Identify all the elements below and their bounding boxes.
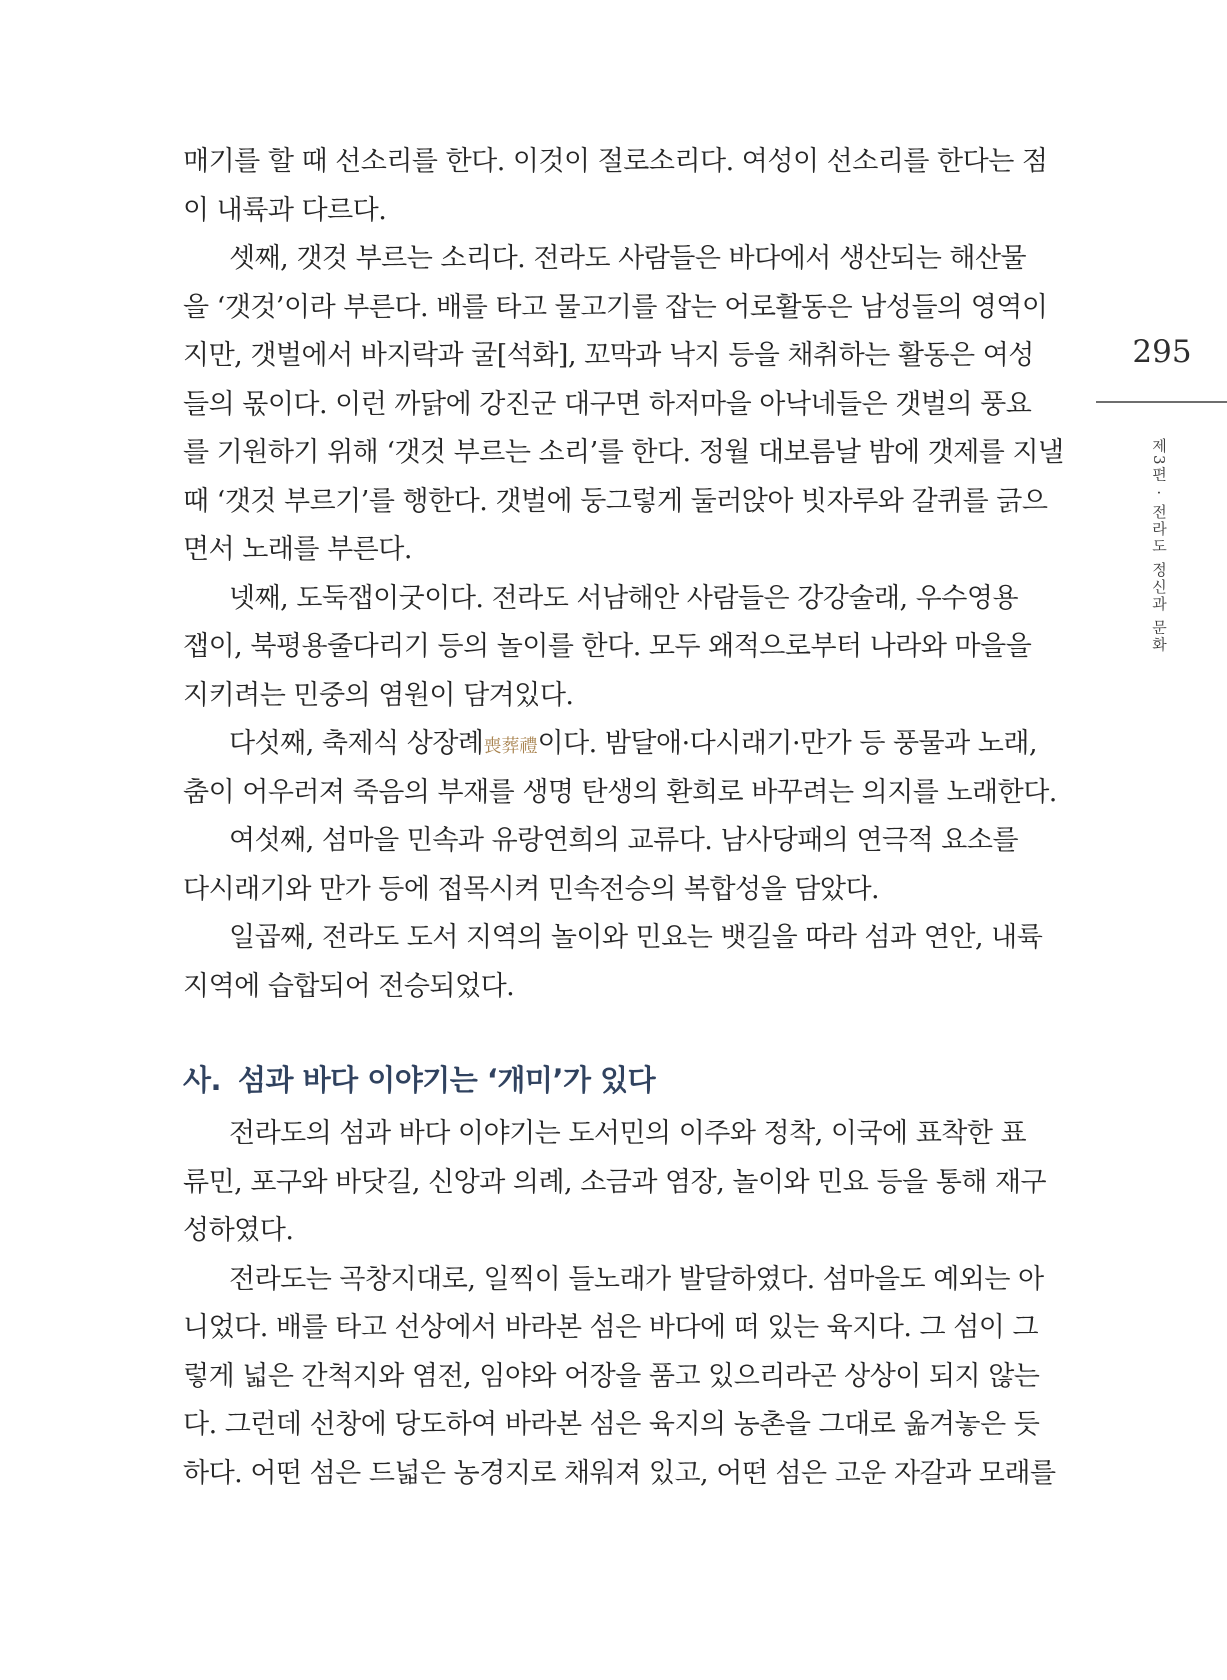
text-line: 잽이, 북평용줄다리기 등의 놀이를 한다. 모두 왜적으로부터 나라와 마을을: [183, 631, 1032, 662]
text-line: 지키려는 민중의 염원이 담겨있다.: [183, 679, 574, 711]
page-number-rule: [1096, 401, 1227, 403]
text-line: 이 내륙과 다르다.: [183, 194, 387, 226]
body-text-block-1: [183, 138, 1064, 1011]
section-heading: [183, 1060, 923, 1100]
text-line: 춤이 어우러져 죽음의 부재를 생명 탄생의 환희로 바꾸려는 의지를 노래한다.: [183, 776, 1057, 808]
hanja-annotation: 喪葬禮: [483, 736, 538, 757]
text-line: 면서 노래를 부른다.: [183, 534, 412, 565]
text-segment: 이다. 밤달애·다시래기·만가 등 풍물과 노래,: [537, 728, 1038, 759]
running-title-vertical: 제3편 · 전라도 정신과 문화: [1150, 438, 1168, 654]
text-line: 다. 그런데 선창에 당도하여 바라본 섬은 육지의 농촌을 그대로 옮겨놓은 듯: [183, 1409, 1040, 1440]
text-line: 니었다. 배를 타고 선상에서 바라본 섬은 바다에 떠 있는 육지다. 그 섬이 그: [183, 1312, 1039, 1343]
text-line: 하다. 어떤 섬은 드넓은 농경지로 채워져 있고, 어떤 섬은 고운 자갈과 모래를: [183, 1457, 1056, 1489]
text-segment: 다섯째, 축제식 상장례: [229, 728, 484, 759]
section-heading-label: 사.: [183, 1063, 222, 1097]
text-line: 다시래기와 만가 등에 접목시켜 민속전승의 복합성을 담았다.: [183, 873, 880, 905]
text-line: 를 기원하기 위해 ‘갯것 부르는 소리’를 한다. 정월 대보름날 밤에 갯제를 지낼: [183, 437, 1064, 468]
text-line: 셋째, 갯것 부르는 소리다. 전라도 사람들은 바다에서 생산되는 해산물: [229, 243, 1027, 274]
text-line: 넷째, 도둑잽이굿이다. 전라도 서남해안 사람들은 강강술래, 우수영용: [229, 582, 1019, 614]
text-line: 류민, 포구와 바닷길, 신앙과 의례, 소금과 염장, 놀이와 민요 등을 통해 재구: [183, 1166, 1047, 1198]
text-line: 여섯째, 섬마을 민속과 유랑연희의 교류다. 남사당패의 연극적 요소를: [229, 825, 1019, 856]
text-line: 성하였다.: [183, 1215, 294, 1246]
text-line: 전라도는 곡창지대로, 일찍이 들노래가 발달하였다. 섬마을도 예외는 아: [229, 1263, 1044, 1295]
text-line: 렇게 넓은 간척지와 염전, 임야와 어장을 품고 있으리라곤 상상이 되지 않는: [183, 1360, 1040, 1392]
text-line-with-hanja: [183, 720, 1038, 769]
body-text-block-2: [183, 1110, 1056, 1498]
page-number: 295: [1132, 334, 1192, 370]
text-line: 을 ‘갯것’이라 부른다. 배를 타고 물고기를 잡는 어로활동은 남성들의 영역이: [183, 291, 1048, 323]
text-line: 매기를 할 때 선소리를 한다. 이것이 절로소리다. 여성이 선소리를 한다는 점: [183, 146, 1048, 177]
text-line: 지역에 습합되어 전승되었다.: [183, 970, 515, 1002]
text-line: 때 ‘갯것 부르기’를 행한다. 갯벌에 둥그렇게 둘러앉아 빗자루와 갈퀴를 긁으: [183, 485, 1048, 517]
text-line: 일곱째, 전라도 도서 지역의 놀이와 민요는 뱃길을 따라 섬과 연안, 내륙: [229, 922, 1043, 953]
section-heading-title: 섬과 바다 이야기는 ‘개미’가 있다: [238, 1063, 656, 1097]
text-line: 지만, 갯벌에서 바지락과 굴[석화], 꼬막과 낙지 등을 채취하는 활동은 여성: [183, 340, 1034, 371]
text-line: 들의 몫이다. 이런 까닭에 강진군 대구면 하저마을 아낙네들은 갯벌의 풍요: [183, 388, 1032, 420]
text-line: 전라도의 섬과 바다 이야기는 도서민의 이주와 정착, 이국에 표착한 표: [229, 1118, 1027, 1149]
